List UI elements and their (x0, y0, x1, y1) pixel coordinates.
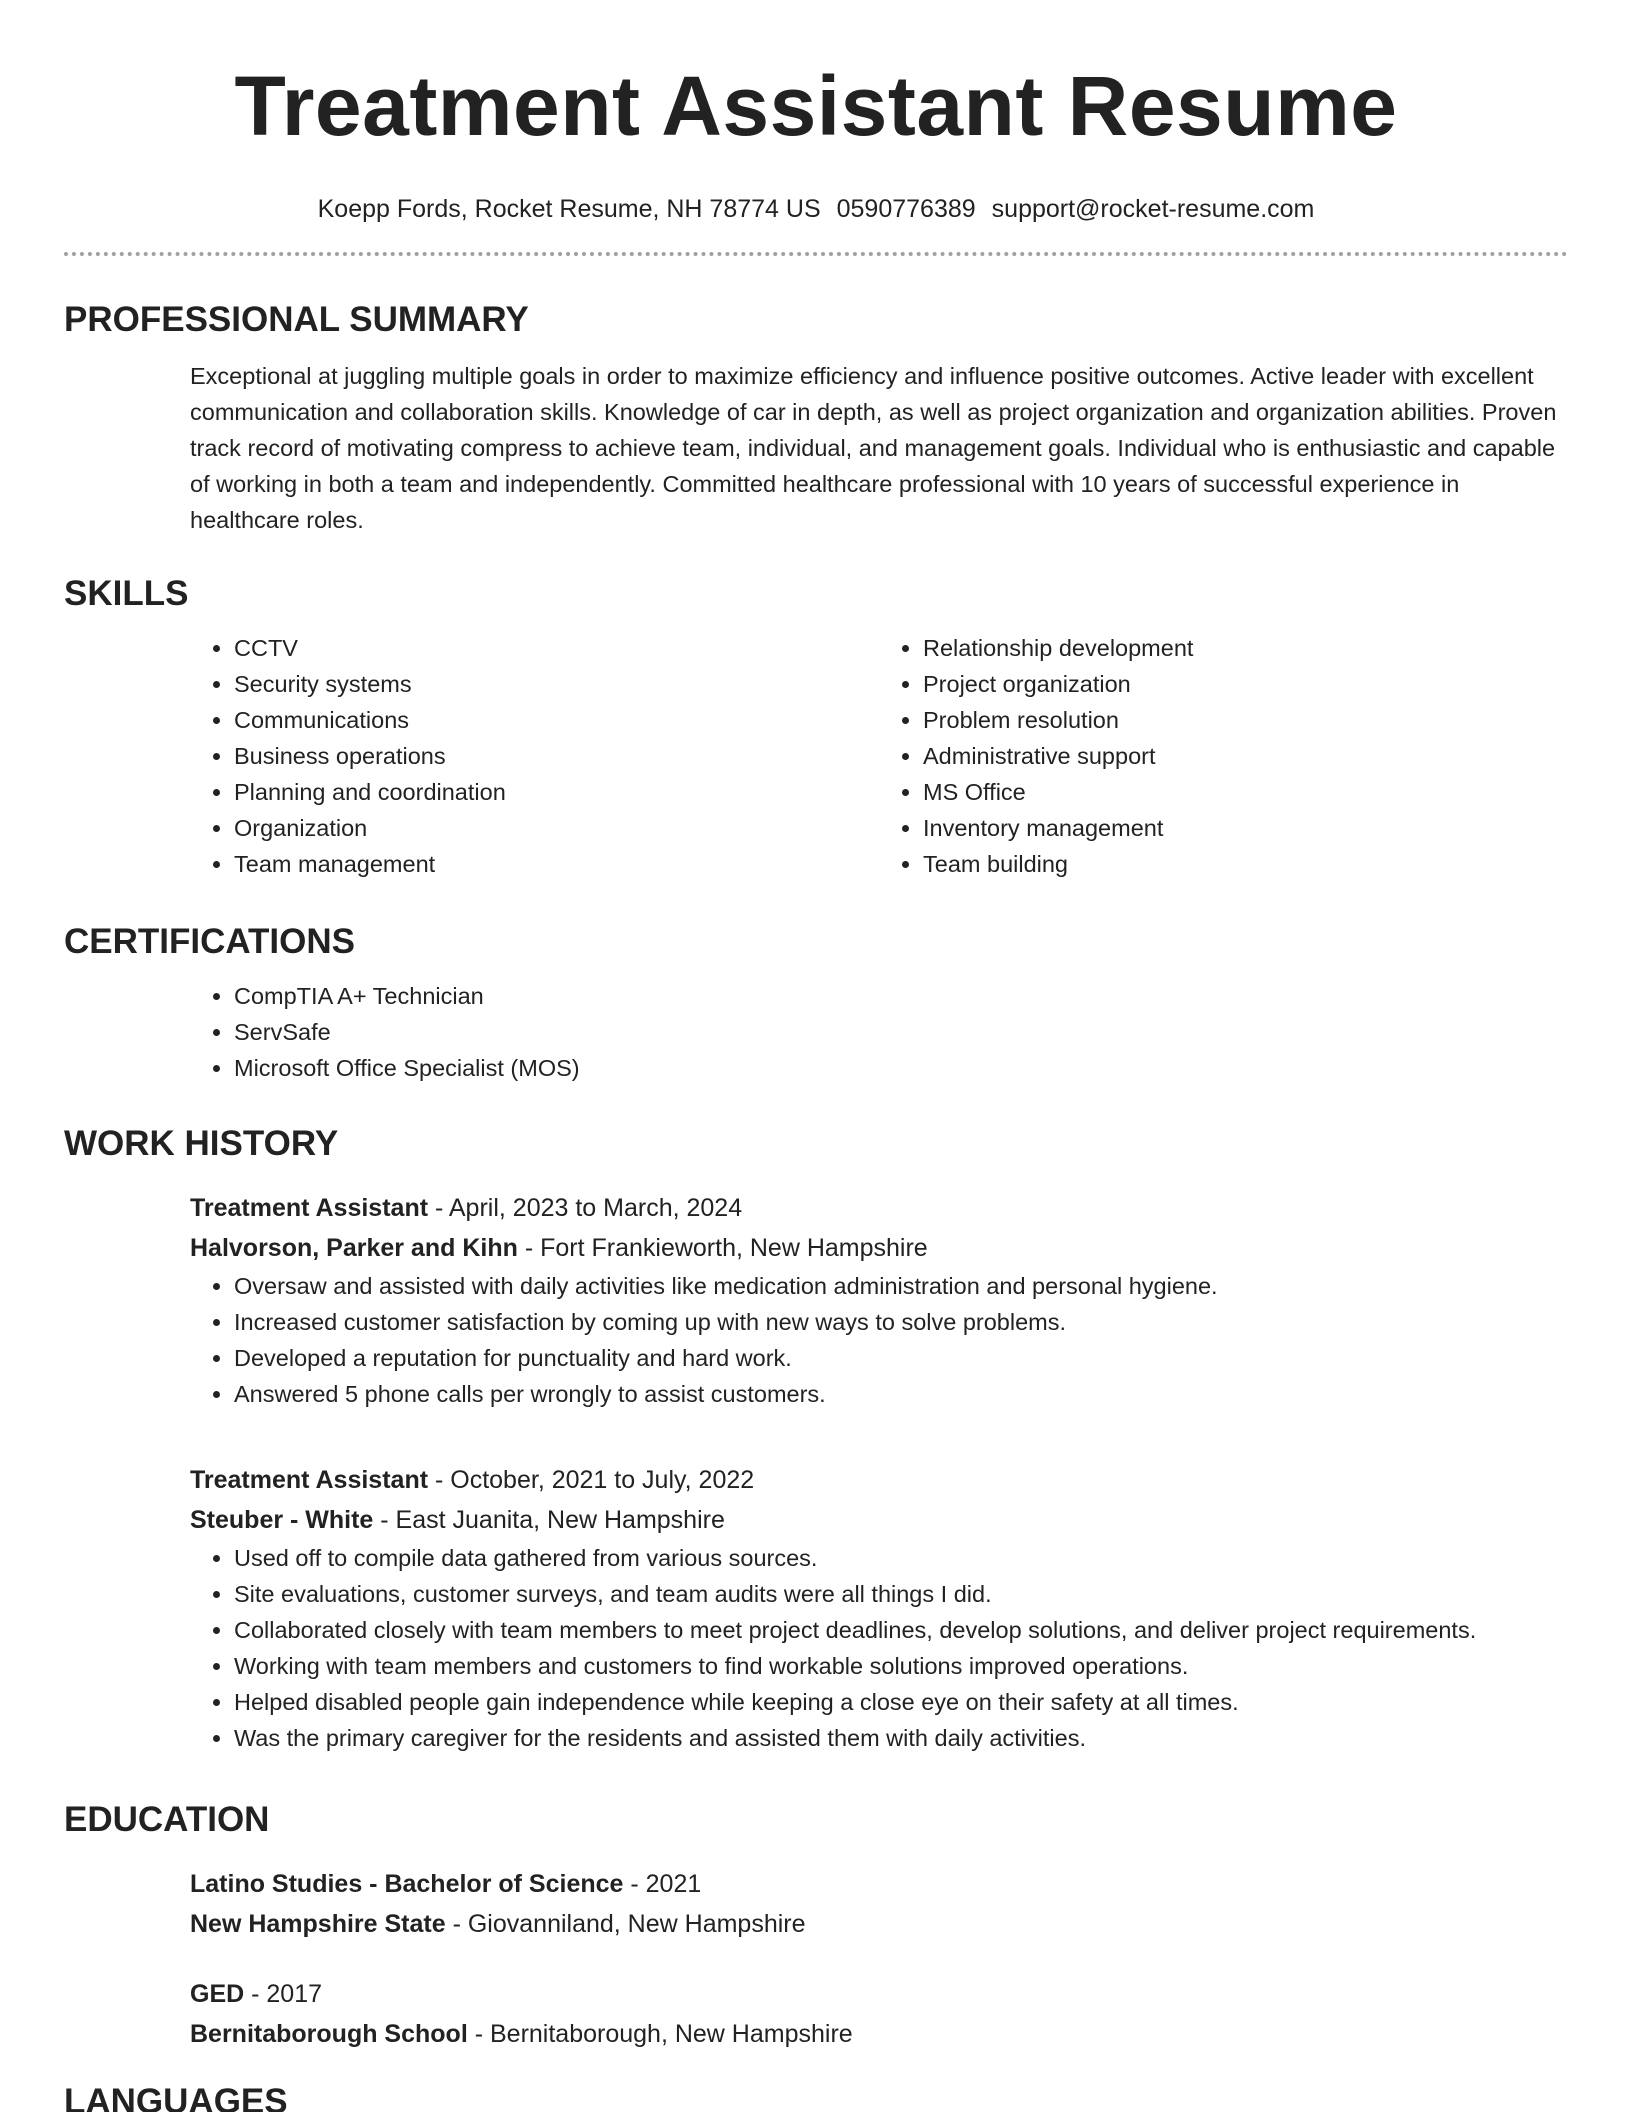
job-company: Steuber - White (190, 1506, 374, 1534)
certifications-section (64, 920, 1568, 1086)
job-bullet: • Collaborated closely with team members to meet project deadlines, develop solutions, and deliver project requirements. (234, 1612, 1568, 1648)
certifications-list (190, 978, 1568, 1086)
skill-item: • MS Office (923, 774, 1568, 810)
skill-item: • Business operations (234, 738, 879, 774)
summary-text: Exceptional at juggling multiple goals in order to maximize efficiency and influence positive outcomes. Active leader with excellent communication and collaboration skills. Knowledge of car in depth, as well as project organization and organization abilities. Proven track record of motivating compress to achieve team, individual, and management goals. Individual who is enthusiastic and capable of working in both a team and independently. Committed healthcare professional with 10 years of successful experience in healthcare roles. (190, 363, 1557, 533)
education-degree-line (190, 1974, 1568, 2014)
education-location: - Bernitaborough, New Hampshire (467, 2020, 853, 2048)
skills-list-left (190, 630, 879, 882)
skill-item: • Communications (234, 702, 879, 738)
job-entry (64, 1460, 1568, 1756)
job-title-line (190, 1460, 1568, 1500)
job-bullet: • Helped disabled people gain independence while keeping a close eye on their safety at all times. (234, 1684, 1568, 1720)
education-location: - Giovanniland, New Hampshire (445, 1910, 806, 1938)
job-company-line (190, 1228, 1568, 1268)
skill-item: • Project organization (923, 666, 1568, 702)
job-title: Treatment Assistant (190, 1466, 429, 1494)
job-bullet: • Answered 5 phone calls per wrongly to assist customers. (234, 1376, 1568, 1412)
skill-item: • Inventory management (923, 810, 1568, 846)
job-bullet: • Was the primary caregiver for the residents and assisted them with daily activities. (234, 1720, 1568, 1756)
job-bullets (190, 1268, 1568, 1412)
job-company-line (190, 1500, 1568, 1540)
skill-item: • Team management (234, 846, 879, 882)
certifications-heading: CERTIFICATIONS (64, 922, 356, 961)
job-entry (64, 1188, 1568, 1412)
resume-title: Treatment Assistant Resume (234, 59, 1398, 153)
skills-section (64, 572, 1568, 882)
work-history-heading: WORK HISTORY (64, 1124, 339, 1163)
job-bullet: • Site evaluations, customer surveys, and team audits were all things I did. (234, 1576, 1568, 1612)
job-dates: - April, 2023 to March, 2024 (428, 1194, 743, 1222)
work-history-section (64, 1122, 1568, 1166)
certification-item: • Microsoft Office Specialist (MOS) (234, 1050, 1568, 1086)
contact-phone: 0590776389 (836, 195, 976, 223)
contact-email[interactable]: support@rocket-resume.com (991, 195, 1315, 223)
education-year: - 2017 (244, 1980, 323, 2008)
skills-heading: SKILLS (64, 574, 189, 613)
job-dates: - October, 2021 to July, 2022 (428, 1466, 755, 1494)
job-location: - East Juanita, New Hampshire (373, 1506, 725, 1534)
education-block (190, 1864, 1568, 1944)
contact-line (64, 194, 1568, 224)
header-divider (64, 252, 1568, 256)
education-degree: GED (190, 1980, 245, 2008)
resume-page (64, 0, 1568, 2112)
job-location: - Fort Frankieworth, New Hampshire (517, 1234, 928, 1262)
education-degree: Latino Studies - Bachelor of Science (190, 1870, 624, 1898)
skills-list-right (879, 630, 1568, 882)
job-bullet: • Oversaw and assisted with daily activities like medication administration and personal hygiene. (234, 1268, 1568, 1304)
job-bullet: • Used off to compile data gathered from various sources. (234, 1540, 1568, 1576)
skill-item: • Planning and coordination (234, 774, 879, 810)
skill-item: • Organization (234, 810, 879, 846)
skill-item: • Administrative support (923, 738, 1568, 774)
education-block (190, 1974, 1568, 2054)
skill-item: • Relationship development (923, 630, 1568, 666)
education-degree-line (190, 1864, 1568, 1904)
education-entry (64, 1974, 1568, 2054)
certification-item: • ServSafe (234, 1014, 1568, 1050)
education-school-line (190, 2014, 1568, 2054)
certification-item: • CompTIA A+ Technician (234, 978, 1568, 1014)
skills-columns (190, 630, 1568, 882)
education-school-line (190, 1904, 1568, 1944)
summary-section (64, 298, 1568, 538)
skill-item: • CCTV (234, 630, 879, 666)
languages-section (64, 2080, 1568, 2112)
education-school: Bernitaborough School (190, 2020, 468, 2048)
job-block (190, 1460, 1568, 1756)
job-block (190, 1188, 1568, 1412)
education-year: - 2021 (623, 1870, 702, 1898)
job-title-line (190, 1188, 1568, 1228)
education-heading: EDUCATION (64, 1800, 270, 1839)
job-title: Treatment Assistant (190, 1194, 429, 1222)
languages-heading: LANGUAGES (64, 2082, 288, 2112)
job-bullet: • Increased customer satisfaction by coming up with new ways to solve problems. (234, 1304, 1568, 1340)
education-school: New Hampshire State (190, 1910, 446, 1938)
summary-heading: PROFESSIONAL SUMMARY (64, 300, 529, 339)
skill-item: • Security systems (234, 666, 879, 702)
contact-address: Koepp Fords, Rocket Resume, NH 78774 US (317, 195, 821, 223)
education-entry (64, 1864, 1568, 1944)
job-bullets (190, 1540, 1568, 1756)
job-bullet: • Working with team members and customers to find workable solutions improved operations. (234, 1648, 1568, 1684)
job-company: Halvorson, Parker and Kihn (190, 1234, 518, 1262)
education-section (64, 1798, 1568, 1842)
skill-item: • Team building (923, 846, 1568, 882)
certifications-block (190, 978, 1568, 1086)
skill-item: • Problem resolution (923, 702, 1568, 738)
job-bullet: • Developed a reputation for punctuality and hard work. (234, 1340, 1568, 1376)
